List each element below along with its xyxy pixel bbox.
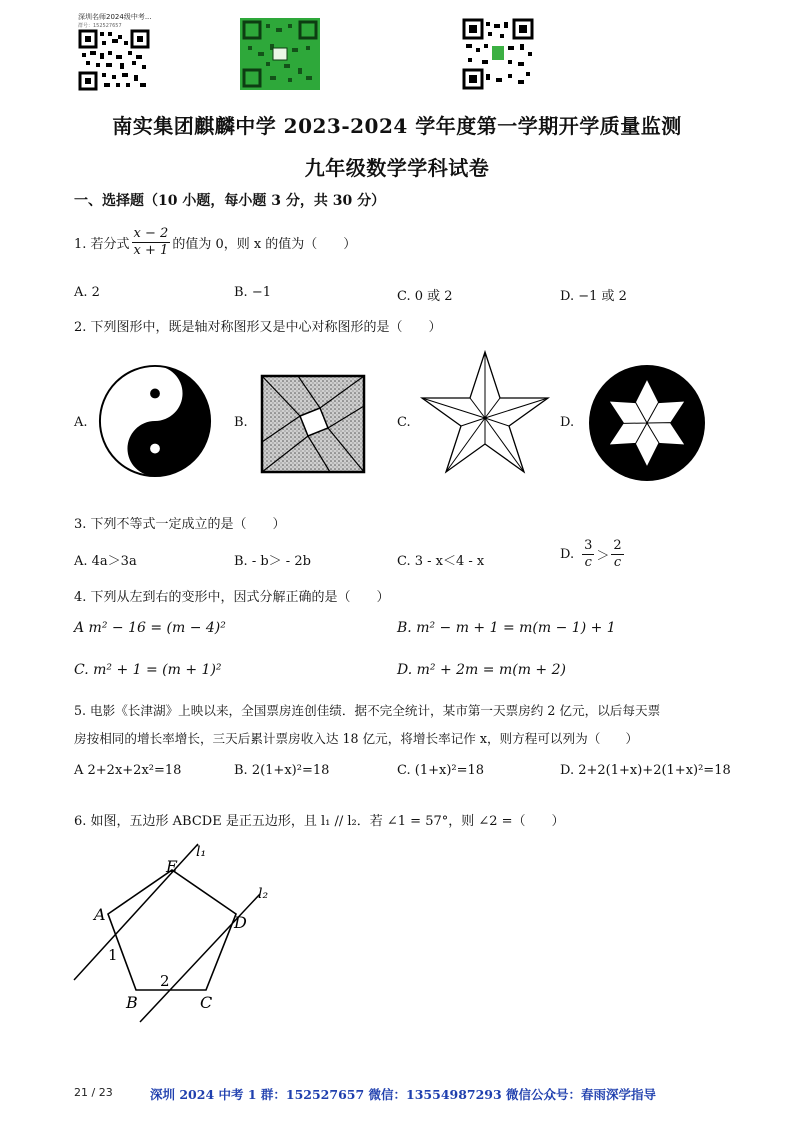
footer-advert: 深圳 2024 中考 1 群：152527657 微信：13554987293 微信公众号：春雨深学指导	[150, 1087, 657, 1102]
snowflake-circle-figure	[586, 362, 708, 484]
q1-option-a: A. 2	[74, 285, 100, 300]
page-title: 南实集团麒麟中学 2023-2024 学年度第一学期开学质量监测	[112, 114, 682, 138]
q3-d-den1: c	[584, 555, 592, 570]
qr-right-icon	[462, 18, 534, 90]
q5-option-b: B. 2(1+x)²=18	[234, 763, 330, 778]
q3-d-num2: 2	[613, 538, 622, 553]
q1-denominator: x + 1	[133, 243, 169, 258]
q3-d-den2: c	[613, 555, 622, 570]
question-6: 6. 如图，五边形 ABCDE 是正五边形，且 l₁ // l₂．若 ∠1 = 57°，则 ∠2 =（ ）	[74, 814, 565, 829]
question-5-line-2: 房按相同的增长率增长，三天后累计票房收入达 18 亿元，将增长率记作 x，则方程可以列为（ ）	[74, 731, 639, 746]
q3-d-fraction-right	[611, 538, 623, 571]
question-2: 2. 下列图形中，既是轴对称图形又是中心对称图形的是（ ）	[74, 320, 442, 335]
q4-option-a: A m² − 16 = (m − 4)²	[74, 620, 226, 636]
q2-label-b: B.	[234, 415, 248, 430]
question-3: 3. 下列不等式一定成立的是（ ）	[74, 517, 286, 532]
q1-fraction	[132, 226, 171, 259]
line-l1	[74, 844, 198, 980]
q1-suffix: 的值为 0，则 x 的值为（ ）	[172, 237, 357, 252]
pentagon-parallel-lines-figure	[64, 836, 290, 1032]
q3-d-label: D.	[560, 547, 575, 562]
q1-prefix: 1. 若分式	[74, 237, 130, 252]
page-number: 21 / 23	[74, 1086, 113, 1099]
q3-d-fraction-left	[582, 538, 594, 571]
pentagon-shape	[108, 870, 236, 990]
square-pinwheel-figure	[258, 372, 368, 476]
q1-numerator: x − 2	[133, 226, 169, 241]
q2-label-d: D.	[560, 415, 575, 430]
label-c: C	[200, 993, 213, 1012]
q4-option-c: C. m² + 1 = (m + 1)²	[74, 662, 222, 678]
section-heading: 一、选择题（10 小题，每小题 3 分，共 30 分）	[74, 193, 386, 209]
q5-option-c: C. (1+x)²=18	[397, 763, 485, 778]
five-point-star-figure	[418, 348, 552, 478]
label-d: D	[234, 913, 247, 932]
q4-option-d: D. m² + 2m = m(m + 2)	[397, 662, 566, 678]
q1-option-c: C. 0 或 2	[397, 289, 453, 304]
page-subtitle: 九年级数学学科试卷	[304, 156, 490, 180]
q3-option-a: A. 4a＞3a	[74, 554, 137, 569]
q3-option-b: B. ‐ b＞ ‐ 2b	[234, 554, 311, 569]
q3-d-relation: ＞	[596, 549, 610, 564]
label-l1: l₁	[196, 844, 207, 860]
qr-code-middle	[240, 18, 320, 90]
q5-option-a: A 2+2x+2x²=18	[74, 763, 182, 778]
q1-option-b: B. −1	[234, 285, 271, 300]
q2-label-c: C.	[397, 415, 411, 430]
q5-option-d: D. 2+2(1+x)+2(1+x)²=18	[560, 763, 731, 778]
q4-option-b: B. m² − m + 1 = m(m − 1) + 1	[397, 620, 616, 636]
q3-d-num1: 3	[584, 538, 593, 553]
label-b: B	[126, 993, 138, 1012]
q3-option-c: C. 3 ‐ x＜4 ‐ x	[397, 554, 485, 569]
qr-left-subcaption: 群号：152527657	[78, 23, 122, 29]
q2-label-a: A.	[74, 415, 88, 430]
question-1	[74, 226, 356, 259]
qr-middle-icon	[240, 18, 320, 90]
label-angle-1: 1	[108, 946, 118, 964]
question-4: 4. 下列从左到右的变形中，因式分解正确的是（ ）	[74, 590, 390, 605]
question-5-line-1: 5. 电影《长津湖》上映以来，全国票房连创佳绩．据不完全统计，某市第一天票房约 2 亿元，以后每天票	[74, 703, 661, 718]
q3-option-d	[560, 538, 624, 571]
qr-left-caption: 深圳名师2024级中考...	[78, 13, 152, 21]
qr-code-left	[78, 12, 152, 91]
label-angle-2: 2	[160, 972, 170, 990]
q1-option-d: D. −1 或 2	[560, 289, 627, 304]
label-e: E	[166, 857, 178, 876]
label-l2: l₂	[258, 886, 269, 902]
label-a: A	[94, 905, 106, 924]
yin-yang-figure	[96, 362, 214, 480]
qr-left-icon	[78, 29, 150, 91]
qr-code-right	[462, 18, 534, 90]
